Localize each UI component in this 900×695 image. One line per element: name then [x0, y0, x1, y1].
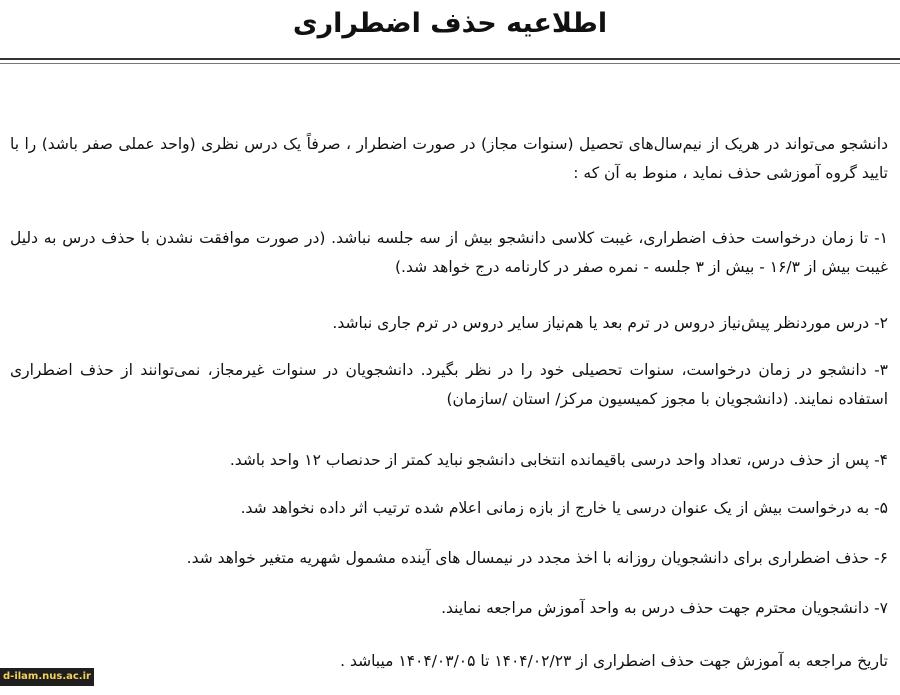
rule-item-7: ۷- دانشجویان محترم جهت حذف درس به واحد آموزش مراجعه نمایند.	[441, 599, 888, 617]
intro-paragraph: دانشجو می‌تواند در هریک از نیم‌سال‌های تحصیل (سنوات مجاز) در صورت اضطرار ، صرفاً یک درس نظری (واحد عملی صفر باشد) را با تایید گروه آموزشی حذف نماید ، منوط به آن که :	[10, 135, 888, 182]
rule-item-2: ۲- درس موردنظر پیش‌نیاز دروس در ترم بعد یا هم‌نیاز سایر دروس در ترم جاری نباشد.	[332, 314, 888, 332]
rule-item-3: ۳- دانشجو در زمان درخواست، سنوات تحصیلی خود را در نظر بگیرد. دانشجویان در سنوات غیرمجاز، نمی‌توانند از حذف اضطراری استفاده نمایند. (دانشجویان با مجوز کمیسیون مرکز/ استان /سازمان)	[10, 361, 888, 408]
rule-item-6: ۶- حذف اضطراری برای دانشجویان روزانه با اخذ مجدد در نیمسال های آینده مشمول شهریه متغیر خواهد شد.	[186, 549, 888, 567]
page-title: اطلاعیه حذف اضطراری	[292, 8, 608, 39]
rule-item-5: ۵- به درخواست بیش از یک عنوان درسی یا خارج از بازه زمانی اعلام شده ترتیب اثر داده نخواهد شد.	[240, 499, 888, 517]
rule-item-1: ۱- تا زمان درخواست حذف اضطراری، غیبت کلاسی دانشجو بیش از سه جلسه نباشد. (در صورت موافقت نشدن با حذف درس به دلیل غیبت بیش از ۱۶/۳ - بیش از ۳ جلسه - نمره صفر در کارنامه درج خواهد شد.)	[10, 229, 888, 276]
title-divider	[0, 58, 900, 60]
site-watermark: d-ilam.nus.ac.ir	[0, 668, 94, 686]
date-line: تاریخ مراجعه به آموزش جهت حذف اضطراری از ۱۴۰۴/۰۲/۲۳ تا ۱۴۰۴/۰۳/۰۵ میباشد .	[340, 652, 888, 670]
title-divider-thin	[0, 63, 900, 64]
rule-item-4: ۴- پس از حذف درس، تعداد واحد درسی باقیمانده انتخابی دانشجو نباید کمتر از حدنصاب ۱۲ واحد باشد.	[229, 451, 888, 469]
